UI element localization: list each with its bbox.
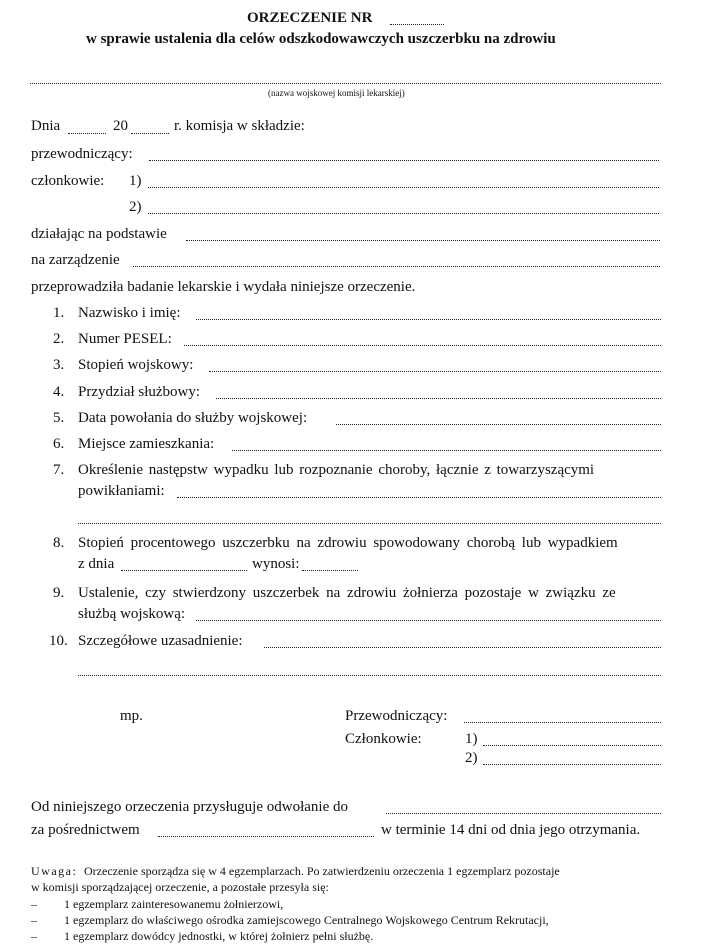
bullet-dash: – [31, 897, 37, 911]
note-bullet: 1 egzemplarz dowódcy jednostki, w której żołnierz pełni służbę. [64, 929, 374, 943]
item-number: 8. [53, 535, 65, 551]
residence-field[interactable] [232, 450, 661, 451]
order-number-field[interactable] [390, 24, 444, 25]
bullet-dash: – [31, 913, 37, 927]
item-number: 1. [53, 305, 65, 321]
residence-label: Miejsce zamieszkania: [78, 436, 215, 452]
accident-date-field[interactable] [121, 570, 247, 571]
consequences-label: Określenie następstw wypadku lub rozpoznanie choroby, łącznie z towarzyszącymi [78, 462, 595, 478]
amount-label: wynosi: [252, 556, 300, 572]
basis-field[interactable] [186, 240, 660, 241]
member1-signature-label: 1) [465, 731, 478, 747]
note-bullet: 1 egzemplarz do właściwego ośrodka zamiejscowego Centralnego Wojskowego Centrum Rekrutacji, [64, 913, 549, 927]
item-number: 9. [53, 585, 65, 601]
chair-signature-field[interactable] [464, 722, 661, 723]
document-title: ORZECZENIE NR [247, 10, 373, 26]
note-text: Orzeczenie sporządza się w 4 egzemplarzach. Po zatwierdzeniu orzeczenia 1 egzemplarz pozostaje [84, 864, 560, 878]
assignment-label: Przydział służbowy: [78, 384, 201, 400]
order-label: na zarządzenie [31, 252, 120, 268]
bullet-dash: – [31, 929, 37, 943]
day-label: Dnia [31, 118, 61, 134]
service-relation-field[interactable] [196, 620, 661, 621]
consequences-field-2[interactable] [78, 523, 661, 524]
intermediary-label: za pośrednictwem [31, 822, 140, 838]
year-field[interactable] [131, 133, 169, 134]
pesel-field[interactable] [184, 345, 661, 346]
item-number: 2. [53, 331, 65, 347]
member2-signature-field[interactable] [483, 764, 661, 765]
year-prefix: 20 [113, 118, 128, 134]
rank-field[interactable] [209, 371, 661, 372]
members-label: członkowie: [31, 173, 105, 189]
impairment-percent-field[interactable] [302, 570, 358, 571]
consequences-field[interactable] [177, 497, 661, 498]
basis-label: działając na podstawie [31, 226, 167, 242]
deadline-text: w terminie 14 dni od dnia jego otrzymania. [381, 822, 641, 838]
military-service-label: służbą wojskową: [78, 606, 186, 622]
conscription-date-label: Data powołania do służby wojskowej: [78, 410, 308, 426]
complications-label: powikłaniami: [78, 483, 165, 499]
justification-field[interactable] [264, 647, 661, 648]
justification-label: Szczegółowe uzasadnienie: [78, 633, 243, 649]
commission-caption: (nazwa wojskowej komisji lekarskiej) [268, 88, 405, 98]
commission-composition-label: r. komisja w składzie: [174, 118, 305, 134]
pesel-label: Numer PESEL: [78, 331, 172, 347]
item-number: 5. [53, 410, 65, 426]
rank-label: Stopień wojskowy: [78, 357, 194, 373]
member1-label: 1) [129, 173, 142, 189]
name-field[interactable] [196, 319, 661, 320]
member2-field[interactable] [148, 213, 659, 214]
document-subtitle: w sprawie ustalenia dla celów odszkodowawczych uszczerbku na zdrowiu [86, 31, 556, 47]
justification-field-2[interactable] [78, 675, 661, 676]
order-field[interactable] [133, 266, 660, 267]
chair-label: przewodniczący: [31, 146, 133, 162]
item-number: 6. [53, 436, 65, 452]
item-number: 4. [53, 384, 65, 400]
day-field[interactable] [68, 133, 106, 134]
impairment-degree-label: Stopień procentowego uszczerbku na zdrowiu spowodowany chorobą lub wypadkiem [78, 535, 618, 551]
service-relation-label: Ustalenie, czy stwierdzony uszczerbek na zdrowiu żołnierza pozostaje w związku ze [78, 585, 616, 601]
statement-text: przeprowadziła badanie lekarskie i wydała niniejsze orzeczenie. [31, 279, 416, 295]
note-heading: Uwaga: [31, 864, 78, 878]
member2-signature-label: 2) [465, 750, 478, 766]
stamp-label: mp. [120, 708, 143, 724]
intermediary-field[interactable] [158, 836, 374, 837]
appeal-authority-field[interactable] [386, 813, 661, 814]
chair-field[interactable] [149, 160, 659, 161]
members-signature-label: Członkowie: [345, 731, 422, 747]
accident-date-label: z dnia [78, 556, 115, 572]
assignment-field[interactable] [216, 398, 661, 399]
note-bullet: 1 egzemplarz zainteresowanemu żołnierzowi, [64, 897, 284, 911]
conscription-date-field[interactable] [336, 424, 661, 425]
note-text-2: w komisji sporządzającej orzeczenie, a pozostałe przesyła się: [31, 880, 329, 894]
member1-signature-field[interactable] [483, 745, 661, 746]
item-number: 10. [49, 633, 68, 649]
appeal-text: Od niniejszego orzeczenia przysługuje odwołanie do [31, 799, 348, 815]
name-label: Nazwisko i imię: [78, 305, 181, 321]
item-number: 3. [53, 357, 65, 373]
chair-signature-label: Przewodniczący: [345, 708, 448, 724]
item-number: 7. [53, 462, 65, 478]
member1-field[interactable] [148, 187, 659, 188]
member2-label: 2) [129, 199, 142, 215]
commission-name-field[interactable] [30, 83, 661, 84]
